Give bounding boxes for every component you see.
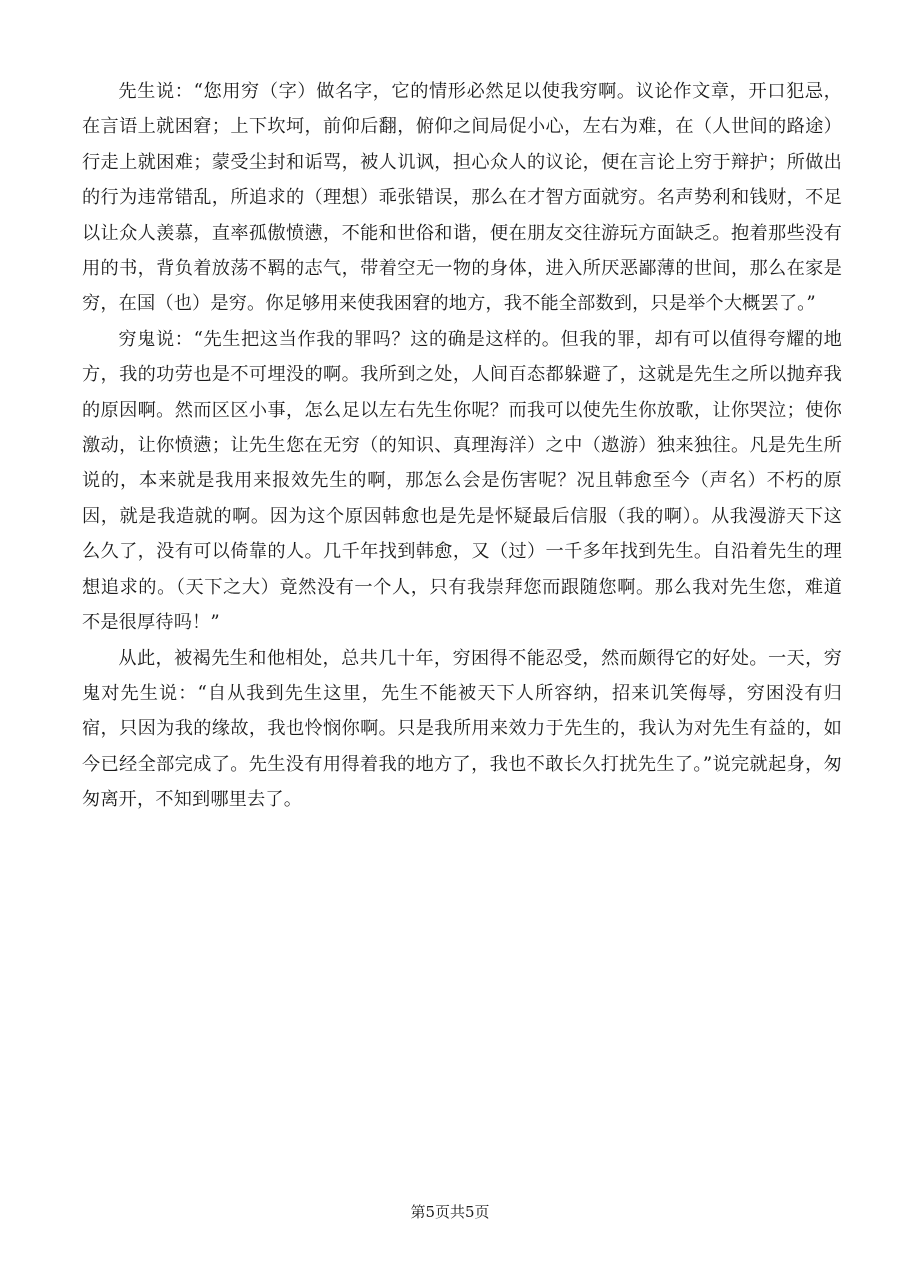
page-number: 第5页共5页: [410, 1203, 490, 1221]
paragraph-2: 穷鬼说：“先生把这当作我的罪吗？这的确是这样的。但我的罪，却有可以值得夸耀的地方，我的功劳也是不可埋没的啊。我所到之处，人间百态都躲避了，这就是先生之所以抛弃我的原因啊。然而区区小事，怎么足以左右先生你呢？而我可以使先生你放歌，让你哭泣；使你激动，让你愤懑；让先生您在无穷（的知识、真理海洋）之中（遨游）独来独往。凡是先生所说的，本来就是我用来报效先生的啊，那怎么会是伤害呢？况且韩愈至今（声名）不朽的原因，就是我造就的啊。因为这个原因韩愈也是先是怀疑最后信服（我的啊）。从我漫游天下这么久了，没有可以倚靠的人。几千年找到韩愈，又（过）一千多年找到先生。自沿着先生的理想追求的。（天下之大）竟然没有一个人，只有我崇拜您而跟随您啊。那么我对先生您，难道不是很厚待吗！”: [82, 328, 842, 634]
paragraph-1: 先生说：“您用穷（字）做名字，它的情形必然足以使我穷啊。议论作文章，开口犯忌，在言语上就困窘；上下坎坷，前仰后翻，俯仰之间局促小心，左右为难，在（人世间的路途）行走上就困难；蒙受尘封和诟骂，被人讥讽，担心众人的议论，便在言论上穷于辩护；所做出的行为违常错乱，所追求的（理想）乖张错误，那么在才智方面就穷。名声势利和钱财，不足以让众人羡慕，直率孤傲愤懑，不能和世俗和谐，便在朋友交往游玩方面缺乏。抱着那些没有用的书，背负着放荡不羁的志气，带着空无一物的身体，进入所厌恶鄙薄的世间，那么在家是穷，在国（也）是穷。你足够用来使我困窘的地方，我不能全部数到，只是举个大概罢了。”: [82, 81, 842, 315]
paragraph-3: 从此，被褐先生和他相处，总共几十年，穷困得不能忍受，然而颇得它的好处。一天，穷鬼对先生说：“自从我到先生这里，先生不能被天下人所容纳，招来讥笑侮辱，穷困没有归宿，只因为我的缘故，我也怜悯你啊。只是我所用来效力于先生的，我认为对先生有益的，如今已经全部完成了。先生没有用得着我的地方了，我也不敢长久打扰先生了。”说完就起身，匆匆离开，不知到哪里去了。: [82, 647, 842, 811]
document-body: [82, 74, 842, 818]
